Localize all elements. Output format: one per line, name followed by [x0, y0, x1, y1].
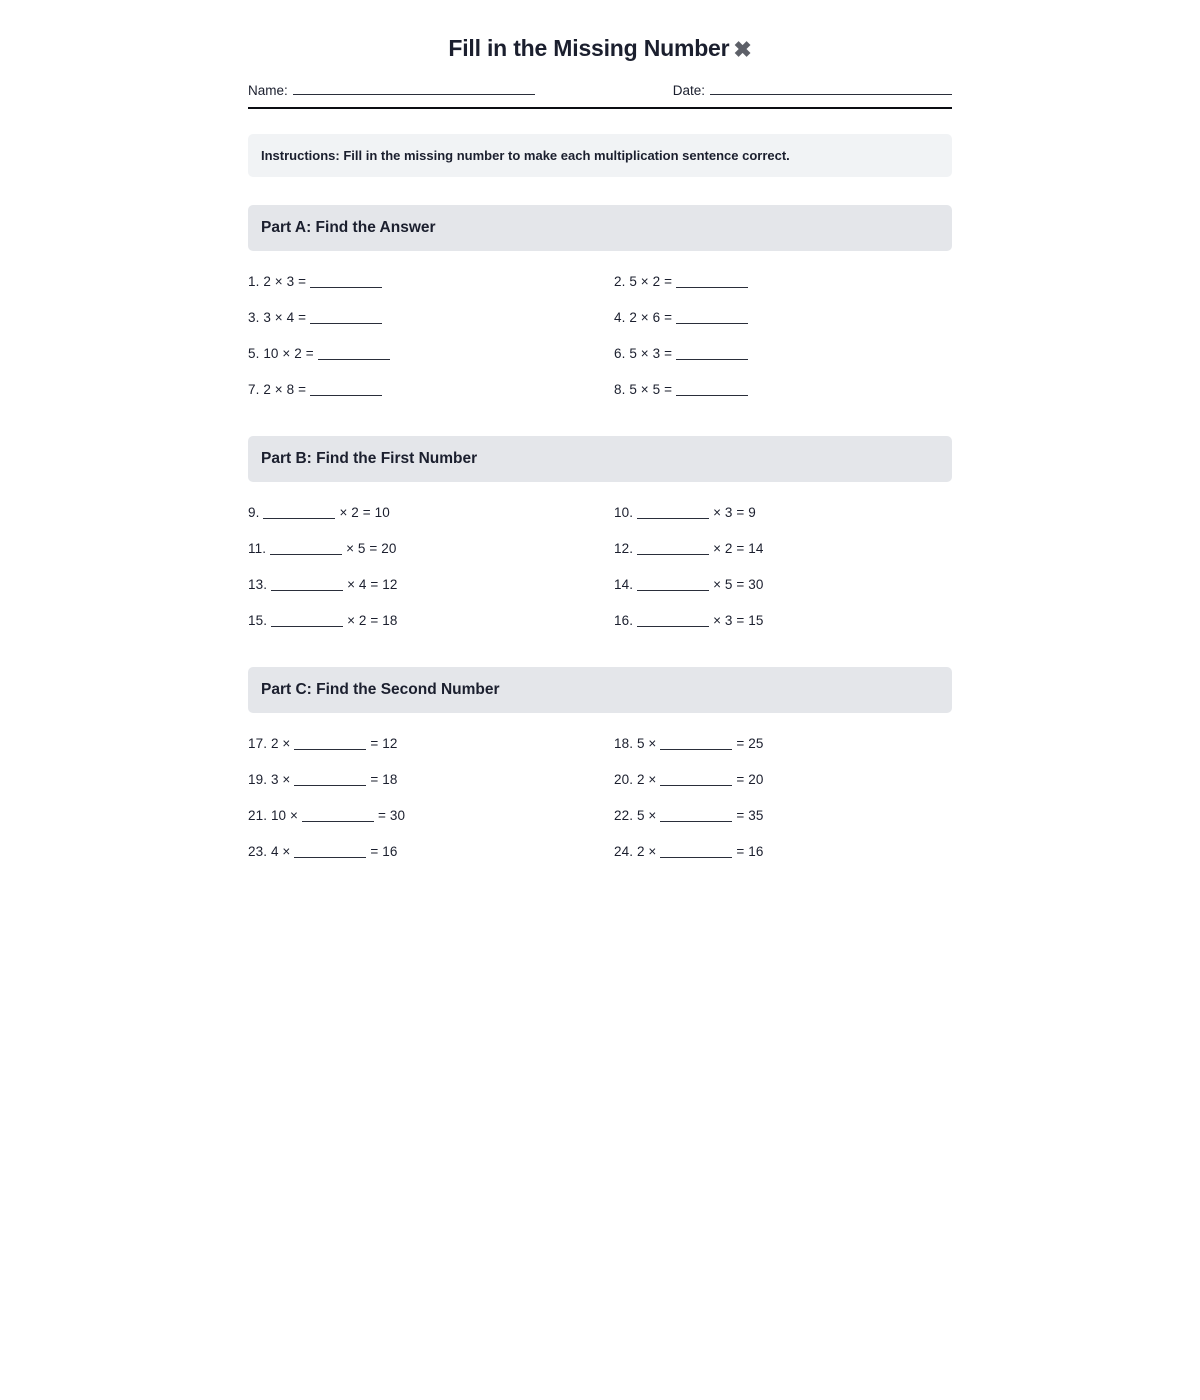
- problem-expression-before-blank: 5 ×: [636, 808, 657, 823]
- problem-expression-after-blank: × 3 = 9: [713, 505, 756, 520]
- section-part-c: [248, 667, 952, 870]
- problem-item: [614, 567, 952, 603]
- problem-grid-part-c: [248, 726, 952, 870]
- problem-expression-after-blank: × 5 = 30: [713, 577, 764, 592]
- problem-item: [614, 336, 952, 372]
- answer-blank[interactable]: [660, 845, 732, 858]
- problem-number: 16.: [614, 613, 634, 628]
- problem-item: [248, 495, 614, 531]
- problem-expression-after-blank: = 20: [736, 772, 764, 787]
- problem-expression-before-blank: 5 ×: [636, 736, 657, 751]
- problem-expression-before-blank: 5 × 3 =: [629, 346, 673, 361]
- multiplication-x-icon: ✖: [733, 37, 752, 62]
- problem-item: [248, 531, 614, 567]
- problem-expression-after-blank: × 2 = 18: [347, 613, 398, 628]
- problem-item: [614, 834, 952, 870]
- answer-blank[interactable]: [660, 809, 732, 822]
- page-title: [248, 0, 952, 65]
- instructions-box: Instructions: Fill in the missing number to make each multiplication sentence correct.: [248, 134, 952, 177]
- problem-number: 22.: [614, 808, 634, 823]
- header-divider: [248, 107, 952, 109]
- problem-expression-after-blank: × 2 = 14: [713, 541, 764, 556]
- section-part-a: [248, 205, 952, 408]
- date-label: Date:: [672, 83, 705, 98]
- problem-number: 7.: [248, 382, 260, 397]
- problem-number: 24.: [614, 844, 634, 859]
- problem-expression-after-blank: × 3 = 15: [713, 613, 764, 628]
- answer-blank[interactable]: [294, 773, 366, 786]
- answer-blank[interactable]: [270, 542, 342, 555]
- problem-number: 1.: [248, 274, 260, 289]
- answer-blank[interactable]: [676, 383, 748, 396]
- problem-number: 11.: [248, 541, 267, 556]
- problem-item: [248, 603, 614, 639]
- problem-item: [248, 336, 614, 372]
- problem-item: [248, 834, 614, 870]
- problem-item: [248, 726, 614, 762]
- answer-blank[interactable]: [637, 614, 709, 627]
- section-heading: Part B: Find the First Number: [248, 436, 952, 482]
- answer-blank[interactable]: [310, 383, 382, 396]
- problem-expression-before-blank: 2 ×: [270, 736, 291, 751]
- problem-expression-after-blank: = 30: [378, 808, 406, 823]
- problem-number: 4.: [614, 310, 626, 325]
- problem-number: 5.: [248, 346, 260, 361]
- problem-number: 14.: [614, 577, 634, 592]
- page-title-text: Fill in the Missing Number: [448, 35, 730, 61]
- problem-expression-before-blank: 2 × 3 =: [263, 274, 307, 289]
- answer-blank[interactable]: [676, 311, 748, 324]
- problem-expression-before-blank: 2 ×: [636, 772, 657, 787]
- problem-grid-part-b: [248, 495, 952, 639]
- answer-blank[interactable]: [271, 578, 343, 591]
- problem-number: 15.: [248, 613, 268, 628]
- name-date-row: [248, 82, 952, 98]
- problem-item: [248, 300, 614, 336]
- answer-blank[interactable]: [310, 275, 382, 288]
- problem-expression-before-blank: 2 × 8 =: [263, 382, 307, 397]
- answer-blank[interactable]: [294, 737, 366, 750]
- problem-number: 9.: [248, 505, 260, 520]
- problem-expression-before-blank: 3 ×: [270, 772, 291, 787]
- problem-expression-after-blank: × 5 = 20: [346, 541, 397, 556]
- problem-number: 8.: [614, 382, 626, 397]
- answer-blank[interactable]: [318, 347, 390, 360]
- name-field-group: [248, 82, 673, 98]
- problem-expression-after-blank: = 16: [370, 844, 398, 859]
- problem-expression-before-blank: 2 ×: [636, 844, 657, 859]
- answer-blank[interactable]: [271, 614, 343, 627]
- problem-item: [614, 300, 952, 336]
- problem-number: 18.: [614, 736, 634, 751]
- answer-blank[interactable]: [637, 578, 709, 591]
- answer-blank[interactable]: [637, 506, 709, 519]
- problem-item: [614, 372, 952, 408]
- worksheet-content: [248, 0, 952, 870]
- answer-blank[interactable]: [310, 311, 382, 324]
- problem-expression-after-blank: = 25: [736, 736, 764, 751]
- problem-expression-after-blank: = 12: [370, 736, 398, 751]
- problem-grid-part-a: [248, 264, 952, 408]
- problem-number: 2.: [614, 274, 626, 289]
- problem-number: 17.: [248, 736, 268, 751]
- problem-number: 3.: [248, 310, 260, 325]
- problem-item: [248, 762, 614, 798]
- answer-blank[interactable]: [660, 773, 732, 786]
- problem-item: [248, 798, 614, 834]
- answer-blank[interactable]: [302, 809, 374, 822]
- answer-blank[interactable]: [637, 542, 709, 555]
- problem-item: [614, 726, 952, 762]
- name-input-line[interactable]: [293, 82, 535, 95]
- problem-expression-before-blank: 2 × 6 =: [629, 310, 673, 325]
- name-label: Name:: [248, 83, 288, 98]
- answer-blank[interactable]: [660, 737, 732, 750]
- problem-expression-before-blank: 10 × 2 =: [263, 346, 314, 361]
- problem-number: 13.: [248, 577, 268, 592]
- problem-item: [614, 531, 952, 567]
- problem-expression-after-blank: × 2 = 10: [339, 505, 390, 520]
- problem-item: [248, 372, 614, 408]
- answer-blank[interactable]: [676, 347, 748, 360]
- answer-blank[interactable]: [263, 506, 335, 519]
- problem-expression-after-blank: = 18: [370, 772, 398, 787]
- section-heading: Part C: Find the Second Number: [248, 667, 952, 713]
- date-input-line[interactable]: [710, 82, 952, 95]
- problem-expression-after-blank: = 16: [736, 844, 764, 859]
- problem-number: 6.: [614, 346, 626, 361]
- problem-expression-after-blank: = 35: [736, 808, 764, 823]
- problem-expression-before-blank: 4 ×: [270, 844, 291, 859]
- problem-item: [614, 762, 952, 798]
- problem-item: [614, 495, 952, 531]
- answer-blank[interactable]: [294, 845, 366, 858]
- problem-expression-before-blank: 3 × 4 =: [263, 310, 307, 325]
- problem-expression-before-blank: 5 × 2 =: [629, 274, 673, 289]
- problem-item: [614, 603, 952, 639]
- problem-expression-before-blank: 10 ×: [270, 808, 298, 823]
- problem-item: [614, 798, 952, 834]
- problem-expression-before-blank: 5 × 5 =: [629, 382, 673, 397]
- section-part-b: [248, 436, 952, 639]
- problem-number: 20.: [614, 772, 634, 787]
- problem-expression-after-blank: × 4 = 12: [347, 577, 398, 592]
- problem-item: [248, 567, 614, 603]
- answer-blank[interactable]: [676, 275, 748, 288]
- problem-number: 10.: [614, 505, 634, 520]
- date-field-group: [673, 82, 952, 98]
- section-heading: Part A: Find the Answer: [248, 205, 952, 251]
- problem-item: [614, 264, 952, 300]
- problem-number: 23.: [248, 844, 268, 859]
- problem-number: 21.: [248, 808, 268, 823]
- problem-item: [248, 264, 614, 300]
- problem-number: 19.: [248, 772, 268, 787]
- problem-number: 12.: [614, 541, 634, 556]
